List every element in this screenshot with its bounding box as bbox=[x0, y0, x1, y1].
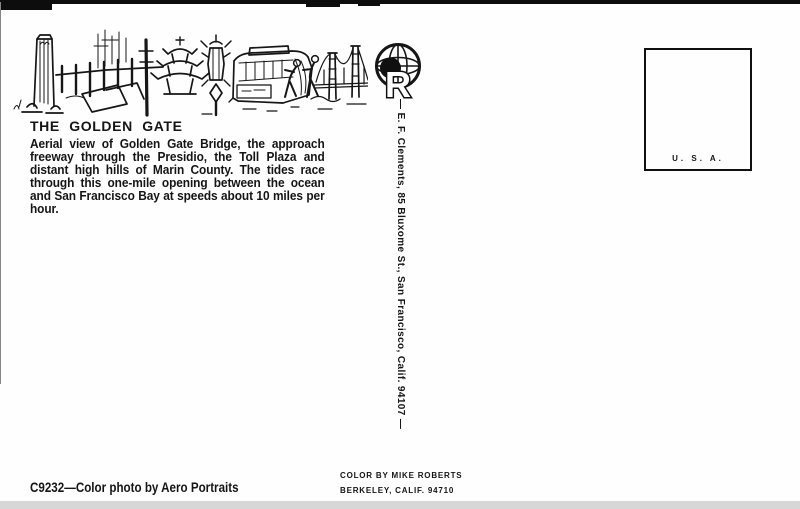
photo-credit: C9232—Color photo by Aero Portraits bbox=[30, 480, 239, 495]
color-credit-line1: COLOR BY MIKE ROBERTS bbox=[340, 471, 463, 480]
postcard-title: THE GOLDEN GATE bbox=[30, 118, 183, 134]
mike-roberts-globe-logo bbox=[371, 41, 429, 103]
sf-landmarks-illustration bbox=[6, 6, 368, 118]
postcard-description: Aerial view of Golden Gate Bridge, the approach freeway through the Presidio, the Toll Plaza and distant high hills of Marin County. The tides race through this one-mile opening between the ocean and San Francisco Bay at speeds about 10 miles per hour. bbox=[30, 136, 325, 216]
publisher-address-vertical: — E. F. Clements, 85 Bluxome St., San Francisco, Calif. 94107 — bbox=[395, 99, 406, 430]
color-credit bbox=[340, 469, 462, 498]
scan-edge-top bbox=[0, 0, 800, 4]
logo-letter: R bbox=[385, 64, 411, 103]
scan-edge-left bbox=[0, 2, 1, 384]
scan-edge-bottom bbox=[0, 501, 800, 509]
color-credit-line2: BERKELEY, CALIF. 94710 bbox=[340, 485, 455, 495]
stamp-box-label: U. S. A. bbox=[672, 154, 724, 163]
stamp-box bbox=[644, 48, 752, 171]
